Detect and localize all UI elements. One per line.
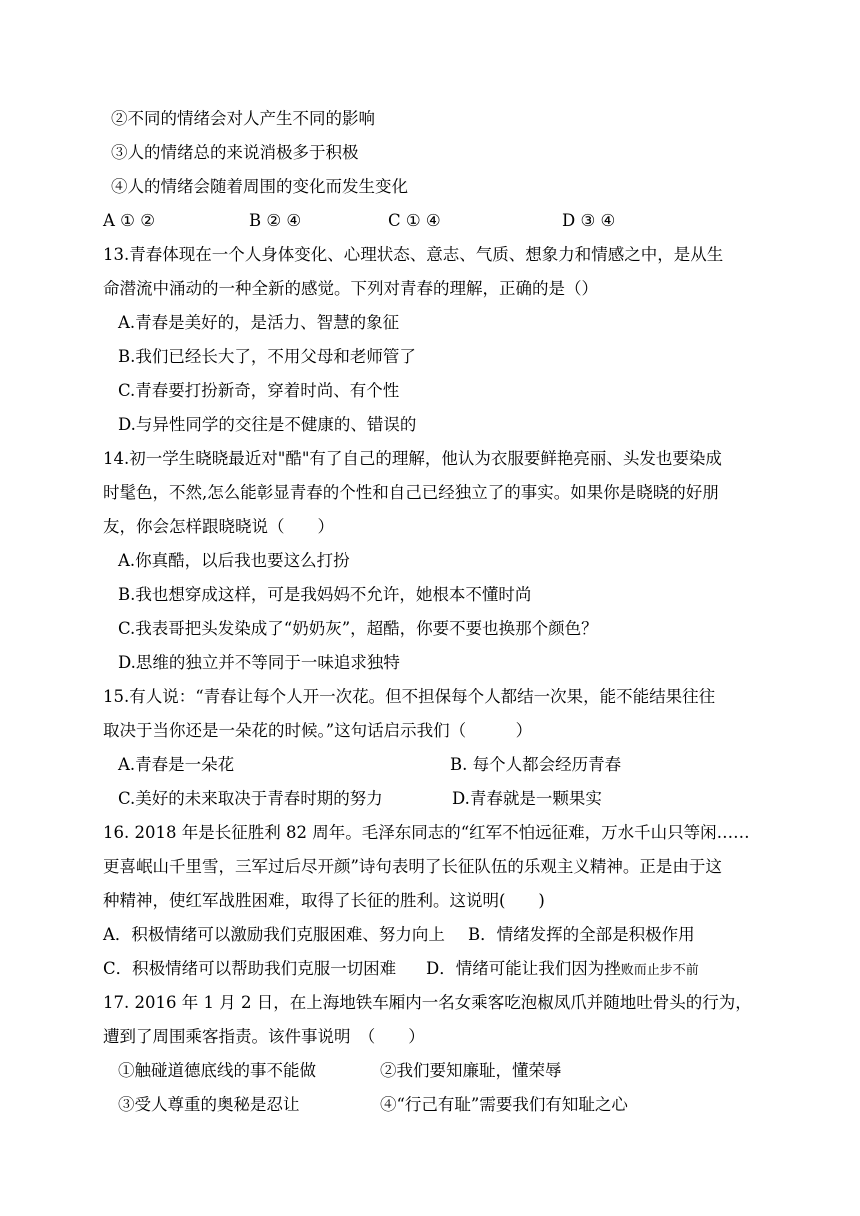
q15-option-d: D.青春就是一颗果实	[452, 789, 602, 808]
q16-option-c: C．积极情绪可以帮助我们克服一切困难	[103, 959, 397, 978]
q13-option-c: C.青春要打扮新奇，穿着时尚、有个性	[118, 381, 400, 400]
q17-stem-line2: 遭到了周围乘客指责。该件事说明 （ ）	[103, 1027, 425, 1046]
q16-option-b: B．情绪发挥的全部是积极作用	[468, 925, 695, 944]
q14-stem-line2: 时髦色，不然,怎么能彰显青春的个性和自己已经独立了的事实。如果你是晓晓的好朋	[103, 483, 719, 502]
q15-stem-line2: 取决于当你还是一朵花的时候。”这句话启示我们（ ）	[103, 721, 533, 740]
q15-option-c: C.美好的未来取决于青春时期的努力	[118, 789, 383, 808]
q16-option-a: A．积极情绪可以激励我们克服困难、努力向上	[103, 925, 445, 944]
q13-stem-line1: 13.青春体现在一个人身体变化、心理状态、意志、气质、想象力和情感之中，是从生	[103, 245, 724, 264]
q14-option-b: B.我也想穿成这样，可是我妈妈不允许，她根本不懂时尚	[118, 585, 532, 604]
q17-statement-1: ①触碰道德底线的事不能做	[118, 1061, 316, 1080]
q12-option-d: D ③ ④	[562, 211, 616, 230]
q13-option-d: D.与异性同学的交往是不健康的、错误的	[118, 415, 417, 434]
q12-option-c: C ① ④	[388, 211, 441, 230]
q17-statement-4: ④“行己有耻”需要我们有知耻之心	[380, 1095, 628, 1114]
statement-4: ④人的情绪会随着周围的变化而发生变化	[111, 177, 408, 196]
q14-stem-line1: 14.初一学生晓晓最近对"酷"有了自己的理解，他认为衣服要鲜艳亮丽、头发也要染成	[103, 449, 722, 468]
q15-option-a: A.青春是一朵花	[118, 755, 235, 774]
statement-2: ②不同的情绪会对人产生不同的影响	[111, 109, 375, 128]
q13-stem-line2: 命潜流中涌动的一种全新的感觉。下列对青春的理解，正确的是（）	[103, 279, 598, 298]
q15-stem-line1: 15.有人说：“青春让每个人开一次花。但不担保每个人都结一次果，能不能结果往往	[103, 687, 716, 706]
q12-option-b: B ② ④	[249, 211, 302, 230]
q15-option-b: B. 每个人都会经历青春	[450, 755, 622, 774]
q16-stem-line2: 更喜岷山千里雪，三军过后尽开颜”诗句表明了长征队伍的乐观主义精神。正是由于这	[103, 857, 722, 876]
q17-stem-line1: 17. 2016 年 1 月 2 日，在上海地铁车厢内一名女乘客吃泡椒凤爪并随地吐骨头的行为，	[103, 993, 752, 1012]
q16-stem-line3: 种精神，使红军战胜困难，取得了长征的胜利。这说明( )	[103, 891, 545, 910]
q14-option-d: D.思维的独立并不等同于一味追求独特	[118, 653, 400, 672]
statement-3: ③人的情绪总的来说消极多于积极	[111, 143, 359, 162]
q12-option-a: A ① ②	[103, 211, 155, 230]
q13-option-b: B.我们已经长大了，不用父母和老师管了	[118, 347, 416, 366]
q17-statement-3: ③受人尊重的奥秘是忍让	[118, 1095, 300, 1114]
q16-option-d-main: D．情绪可能让我们因为挫	[426, 959, 621, 978]
q16-option-d	[426, 958, 699, 982]
q16-stem-line1: 16. 2018 年是长征胜利 82 周年。毛泽东同志的“红军不怕远征难，万水千山只等闲……	[103, 823, 750, 842]
q13-option-a: A.青春是美好的，是活力、智慧的象征	[118, 313, 400, 332]
q14-option-a: A.你真酷，以后我也要这么打扮	[118, 551, 350, 570]
q14-option-c: C.我表哥把头发染成了“奶奶灰”，超酷，你要不要也换那个颜色？	[118, 619, 598, 638]
q17-statement-2: ②我们要知廉耻，懂荣辱	[380, 1061, 562, 1080]
q16-option-d-small: 败而止步不前	[620, 963, 699, 978]
q14-stem-line3: 友，你会怎样跟晓晓说（ ）	[103, 517, 334, 536]
